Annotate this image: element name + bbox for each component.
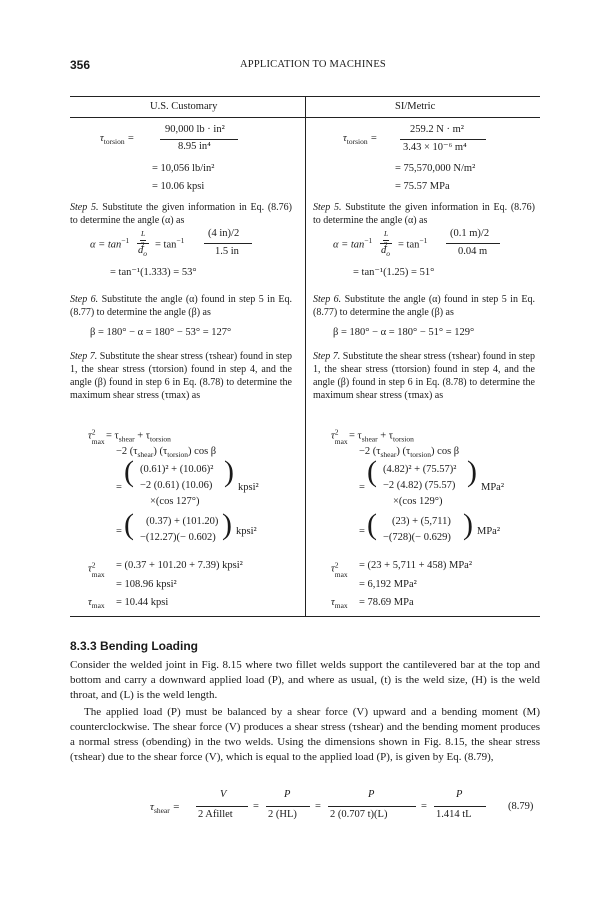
us-result-lhs: $\tau_{max}$ [88,597,105,611]
us-customary-header: U.S. Customary [150,101,218,112]
si-matrix1-left-paren: ( [367,455,377,488]
us-tau-numerator: 90,000 lb · in² [165,124,225,135]
si-matrix1-right-paren: ) [467,455,477,488]
us-result: = 10.44 kpsi [116,597,169,608]
us-tau-result-1: = 10,056 lb/in² [152,163,215,174]
si-alpha-fraction-bar [446,243,500,244]
us-matrix2-row1: (0.37) + (101.20) [146,516,219,527]
us-matrix1-eq: = [116,482,122,493]
si-tau-fraction-bar [400,139,486,140]
us-step5: Step 5. Substitute the given information in Eq. (8.76) to determine the angle (α) as [70,202,293,226]
us-tau-denominator: 8.95 in⁴ [178,141,211,152]
si-matrix2-row2: −(728)(− 0.629) [383,532,451,543]
si-alpha-eq-tan: = $\tan^{-1}$ [398,236,428,251]
us-matrix2-eq: = [116,526,122,537]
si-alpha-result: = tan⁻¹(1.25) = 51° [353,267,435,278]
eq-number: (8.79) [508,801,534,812]
si-tau-numerator: 259.2 N · m² [410,124,464,135]
si-step7: Step 7. Substitute the shear stress (τshear) found in step 1, the shear stress (τtorsion) found in step 4, and the angle (β) found in step 6 in Eq. (8.78) to determine the maximum shear stress (τmax) as [313,351,535,401]
si-step6: Step 6. Substitute the angle (α) found in step 5 in Eq. (8.77) to determine the angle (β) as [313,294,536,318]
table-column-divider [305,96,306,616]
si-matrix1-row1: (4.82)² + (75.57)² [383,464,457,475]
us-alpha-numerator: (4 in)/2 [208,228,240,239]
eq-f1-num: V [220,789,227,800]
si-matrix1-eq: = [359,482,365,493]
eq-f2-bar [266,806,310,807]
eq-f3-num: P [368,789,375,800]
us-alpha-L: L [141,229,146,238]
si-sum: = (23 + 5,711 + 458) MPa² [359,560,472,571]
us-matrix2-row2: −(12.27)(− 0.602) [140,532,216,543]
us-alpha-lhs: $\alpha = \tan^{-1}$ [90,236,130,251]
si-matrix2-row1: (23) + (5,711) [392,516,451,527]
us-sum-lhs: $\tau^2$ max [88,560,105,579]
us-alpha-outer-bar [137,243,149,244]
si-tau-denominator: 3.43 × 10⁻⁶ m⁴ [403,142,467,153]
si-matrix1-row3: ×(cos 129°) [393,496,443,507]
eq-f4-den: 1.414 tL [436,809,472,820]
si-tau-torsion-lhs: $\tau_{torsion}$ = [343,133,378,147]
si-tmax-squared-eq: $\tau^2$ max = $\tau_{shear} + \tau_{torsion}$ [331,427,414,446]
si-sum2: = 6,192 MPa² [359,579,417,590]
us-matrix1-left-paren: ( [124,455,134,488]
us-tmax-squared-eq: $\tau^2$ max = $\tau_{shear} + \tau_{torsion}$ [88,427,171,446]
eq-f3-den: 2 (0.707 t)(L) [330,809,388,820]
us-alpha-two: 2 [141,240,145,249]
eq-lhs: $\tau_{shear}$ = [150,801,180,816]
si-alpha-lhs: $\alpha = \tan^{-1}$ [333,236,373,251]
si-matrix2-left-paren: ( [367,508,377,541]
us-matrix1-row1: (0.61)² + (10.06)² [140,464,214,475]
eq-f1-den: 2 Afillet [198,809,233,820]
si-beta-equation: β = 180° − α = 180° − 51° = 129° [333,327,475,338]
us-alpha-d: $d_o$ [138,245,147,259]
si-result-lhs: $\tau_{max}$ [331,597,348,611]
si-metric-header: SI/Metric [395,101,436,112]
table-bottom-rule [70,616,540,617]
us-matrix1-right-paren: ) [224,455,234,488]
si-sum-lhs: $\tau^2$ max [331,560,348,579]
us-matrix2-left-paren: ( [124,508,134,541]
us-alpha-eq-tan: = $\tan^{-1}$ [155,236,185,251]
us-tau-torsion-lhs: $\tau_{torsion}$ = [100,133,135,147]
page-number: 356 [70,58,91,72]
eq-eq-3: = [315,801,321,812]
section-heading: 8.3.3 Bending Loading [70,639,199,653]
us-sum: = (0.37 + 101.20 + 7.39) kpsi² [116,560,243,571]
us-sum2: = 108.96 kpsi² [116,579,177,590]
us-matrix2-right-paren: ) [222,508,232,541]
paragraph-2: The applied load (P) must be balanced by a shear force (V) upward and a bending moment (M) counterclockwise. The shear force (V) produces a shear stress (τshear) and the bending moment produces a normal stress (σbending) in the two welds. Using the dimensions shown in Fig. 8.15, the shear stress (τshear) due to the shear force (V), which is equal to the applied load (P), is given by Eq. (8.79), [70,706,540,763]
eq-f4-bar [434,806,486,807]
si-matrix2-right-paren: ) [463,508,473,541]
si-tau-result-1: = 75,570,000 N/m² [395,163,476,174]
si-cross-term: −2 $(\tau_{shear})$ $(\tau_{torsion})$ cos β [359,446,460,460]
si-matrix2-unit: MPa² [477,526,500,537]
si-alpha-two: 2 [384,240,388,249]
eq-f4-num: P [456,789,463,800]
us-alpha-result: = tan⁻¹(1.333) = 53° [110,267,197,278]
us-tau-result-2: = 10.06 kpsi [152,181,205,192]
us-matrix1-row3: ×(cos 127°) [150,496,200,507]
us-matrix2-unit: kpsi² [236,526,257,537]
si-step5: Step 5. Substitute the given information in Eq. (8.76) to determine the angle (α) as [313,202,536,226]
si-alpha-d: $d_o$ [381,245,390,259]
eq-eq-2: = [253,801,259,812]
si-alpha-L: L [384,229,389,238]
us-alpha-denominator: 1.5 in [215,246,239,257]
us-tau-fraction-bar [160,139,238,140]
eq-f2-den: 2 (HL) [268,809,297,820]
si-matrix1-row2: −2 (4.82) (75.57) [383,480,456,491]
si-matrix2-eq: = [359,526,365,537]
si-matrix1-unit: MPa² [481,482,504,493]
paragraph-1: Consider the welded joint in Fig. 8.15 where two fillet welds support the cantilevered bar at the top and bottom and carry a downward applied load (P), and where as usual, (t) is the weld size, (H) is the weld throat, and (L) is the weld length. [70,659,540,701]
us-matrix1-row2: −2 (0.61) (10.06) [140,480,213,491]
si-alpha-numerator: (0.1 m)/2 [450,228,490,239]
us-matrix1-unit: kpsi² [238,482,259,493]
eq-eq-4: = [421,801,427,812]
si-tau-result-2: = 75.57 MPa [395,181,450,192]
us-step7: Step 7. Substitute the shear stress (τshear) found in step 1, the shear stress (τtorsion) found in step 4, and the angle (β) found in step 6 in Eq. (8.78) to determine the maximum shear stress (τmax) as [70,351,292,401]
si-alpha-outer-bar [380,243,392,244]
si-result: = 78.69 MPa [359,597,414,608]
eq-f2-num: P [284,789,291,800]
eq-f3-bar [328,806,416,807]
us-alpha-fraction-bar [204,243,252,244]
running-head: APPLICATION TO MACHINES [240,59,386,70]
us-beta-equation: β = 180° − α = 180° − 53° = 127° [90,327,232,338]
us-step6: Step 6. Substitute the angle (α) found in step 5 in Eq. (8.77) to determine the angle (β) as [70,294,293,318]
us-cross-term: −2 $(\tau_{shear})$ $(\tau_{torsion})$ cos β [116,446,217,460]
eq-f1-bar [196,806,248,807]
si-alpha-denominator: 0.04 m [458,246,488,257]
